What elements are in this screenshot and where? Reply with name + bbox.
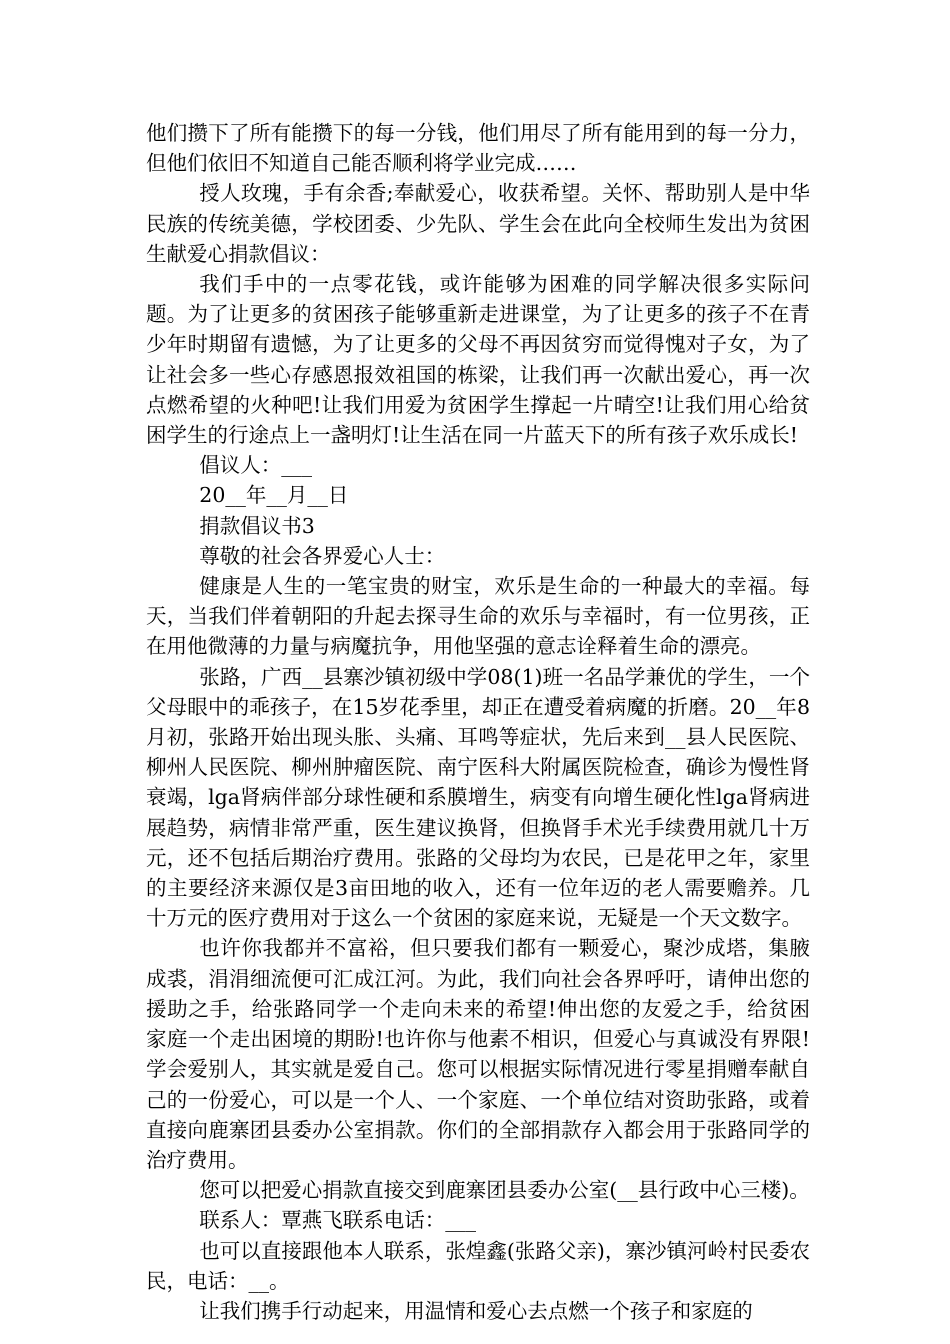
contact-line: 联系人：覃燕飞联系电话：___ (199, 1208, 477, 1233)
paragraph-health: 健康是人生的一笔宝贵的财宝，欢乐是生命的一种最大的幸福。每天，当我们伴着朝阳的升起去探寻生命的欢乐与幸福时，有一位男孩，正在用他微薄的力量与病魔抗争，用他坚强的意志诠释着生命的漂亮。 (146, 574, 810, 659)
initiator-line: 倡议人：___ (199, 453, 313, 478)
paragraph-donation-office: 您可以把爱心捐款直接交到鹿寨团县委办公室(__县行政中心三楼)。 (199, 1178, 810, 1203)
date-line: 20__年__月__日 (199, 483, 349, 508)
document-body (146, 118, 810, 1326)
paragraph-direct-contact: 也可以直接跟他本人联系，张煌鑫(张路父亲)，寨沙镇河岭村民委农民，电话：__。 (146, 1238, 810, 1293)
paragraph-closing: 让我们携手行动起来，用温情和爱心去点燃一个孩子和家庭的 (199, 1298, 753, 1323)
section-heading: 捐款倡议书3 (199, 513, 315, 538)
salutation: 尊敬的社会各界爱心人士： (199, 543, 446, 568)
paragraph-zhang-lu: 张路，广西__县寨沙镇初级中学08(1)班一名品学兼优的学生，一个父母眼中的乖孩子，在15岁花季里，却正在遭受着病魔的折磨。20__年8月初，张路开始出现头胀、头痛、耳鸣等症状，先后来到__县人民医院、柳州人民医院、柳州肿瘤医院、南宁医科大附属医院检查，确诊为慢性肾衰竭，lga肾病伴部分球性硬和系膜增生，病变有向增生硬化性lga肾病进展趋势，病情非常严重，医生建议换肾，但换肾手术光手续费用就几十万元，还不包括后期治疗费用。张路的父母均为农民，已是花甲之年，家里的主要经济来源仅是3亩田地的收入，还有一位年迈的老人需要赡养。几十万元的医疗费用对于这么一个贫困的家庭来说，无疑是一个天文数字。 (146, 664, 810, 931)
paragraph-pocket-money: 我们手中的一点零花钱，或许能够为困难的同学解决很多实际问题。为了让更多的贫困孩子能够重新走进课堂，为了让更多的孩子不在青少年时期留有遗憾，为了让更多的父母不再因贫穷而觉得愧对子女，为了让社会多一些心存感恩报效祖国的栋梁，让我们再一次献出爱心，再一次点燃希望的火种吧!让我们用爱为贫困学生撑起一片晴空!让我们用心给贫困学生的行途点上一盏明灯!让生活在同一片蓝天下的所有孩子欢乐成长! (146, 272, 810, 448)
paragraph-call-to-action: 也许你我都并不富裕，但只要我们都有一颗爱心，聚沙成塔，集腋成裘，涓涓细流便可汇成江河。为此，我们向社会各界呼吁，请伸出您的援助之手，给张路同学一个走向未来的希望!伸出您的友爱之手，给贫困家庭一个走出困境的期盼!也许你与他素不相识，但爱心与真诚没有界限!学会爱别人，其实就是爱自己。您可以根据实际情况进行零星捐赠奉献自己的一份爱心，可以是一个人、一个家庭、一个单位结对资助张路，或着直接向鹿寨团县委办公室捐款。你们的全部捐款存入都会用于张路同学的治疗费用。 (146, 936, 810, 1172)
paragraph-appeal: 授人玫瑰，手有余香;奉献爱心，收获希望。关怀、帮助别人是中华民族的传统美德，学校团委、少先队、学生会在此向全校师生发出为贫困生献爱心捐款倡议： (146, 181, 810, 266)
paragraph-intro: 他们攒下了所有能攒下的每一分钱，他们用尽了所有能用到的每一分力，但他们依旧不知道自己能否顺利将学业完成…… (146, 121, 810, 176)
